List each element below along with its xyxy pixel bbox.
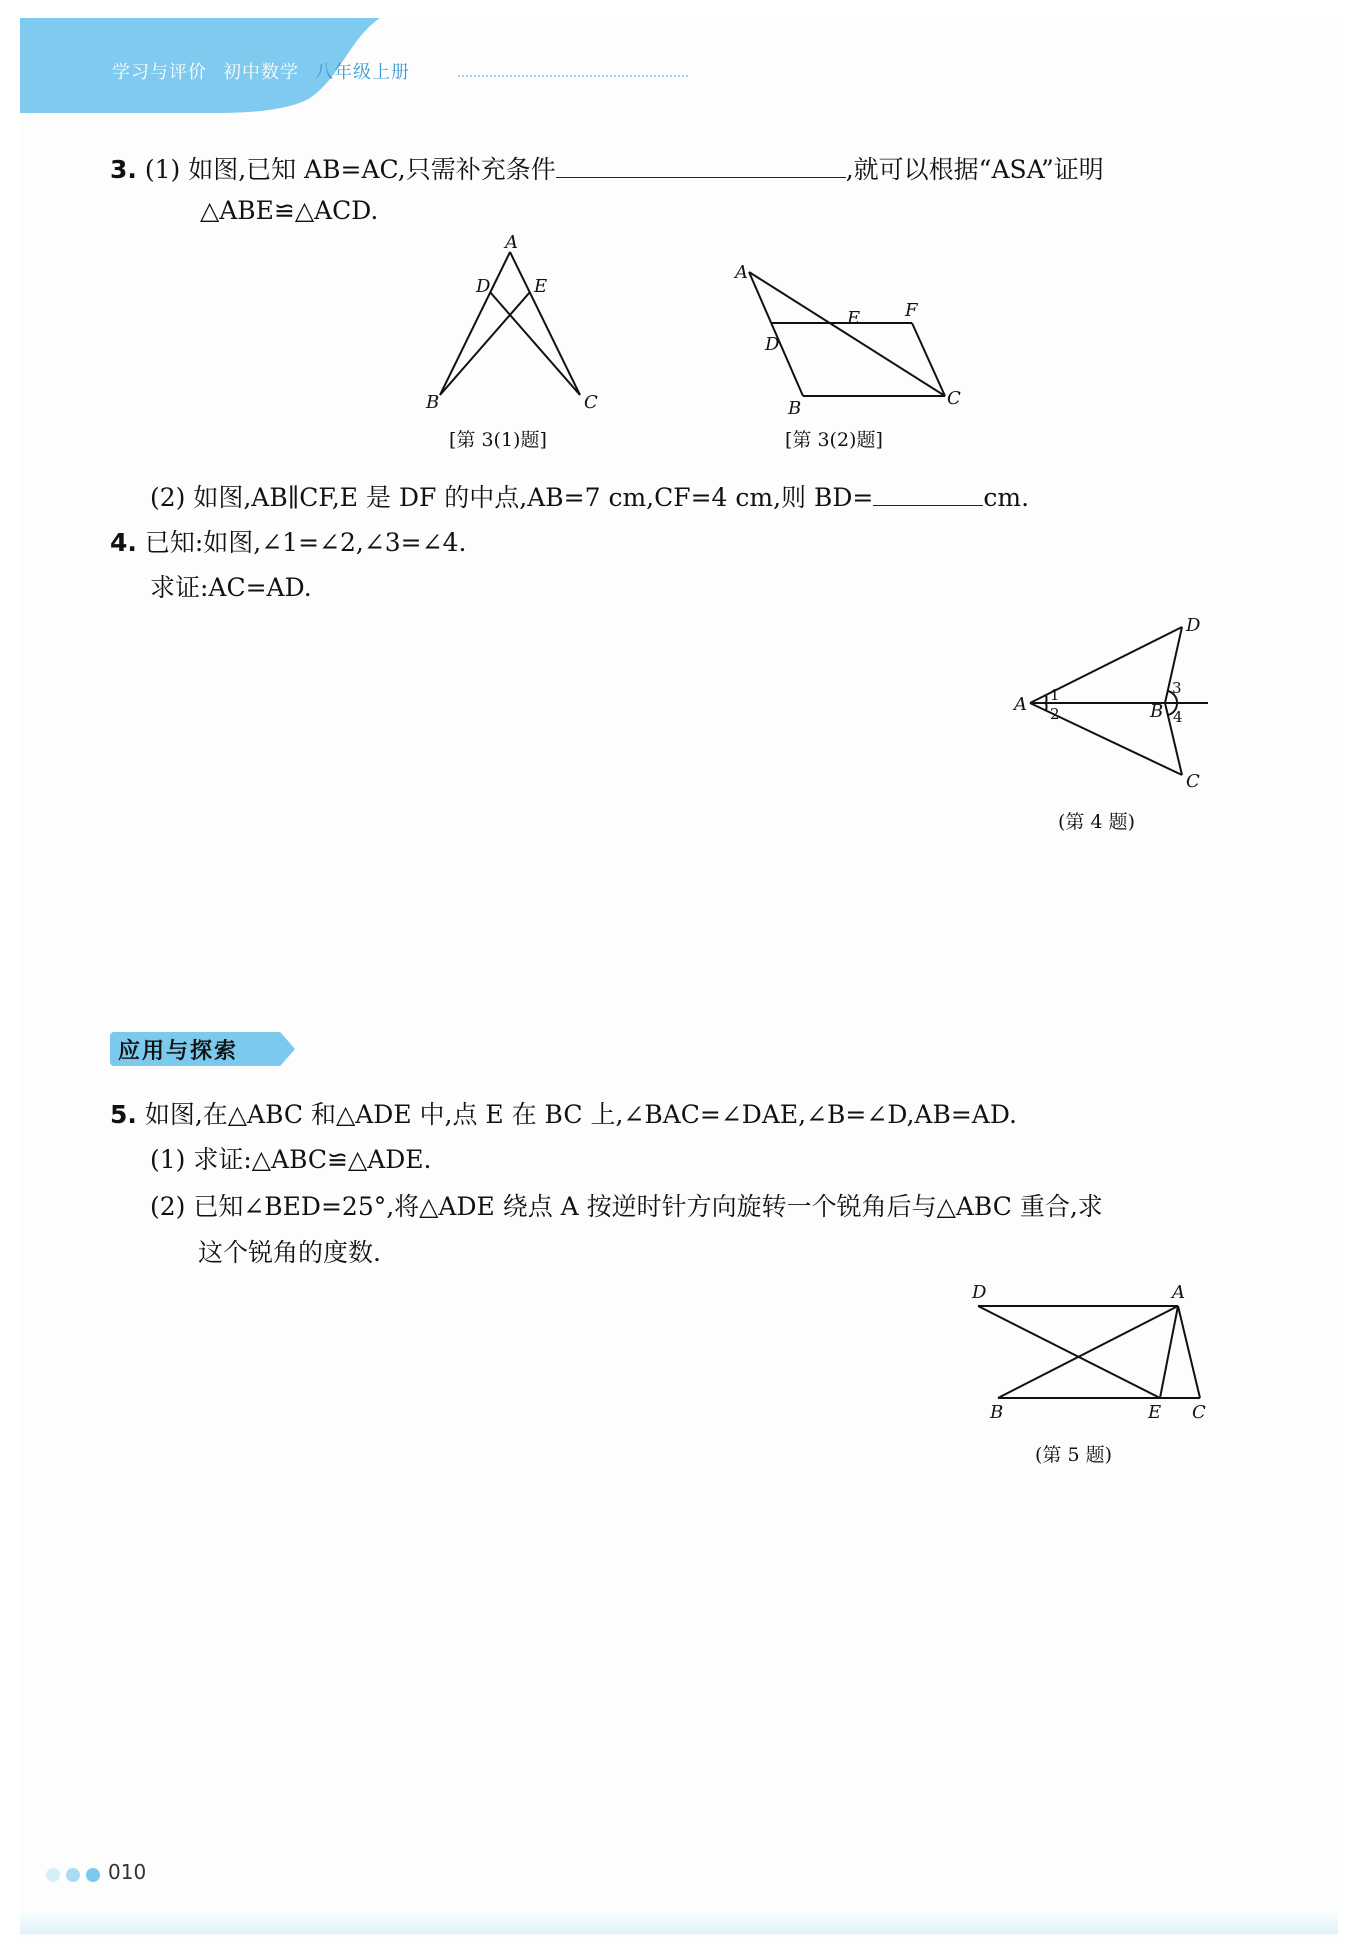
- figure-4: [1010, 615, 1220, 795]
- fig31-line-AC: [510, 252, 580, 395]
- fig4-angle2-arc: [1046, 703, 1047, 711]
- section-title: 应用与探索: [118, 1039, 239, 1064]
- q5-part2-line1: (2) 已知∠BED=25°,将△ADE 绕点 A 按逆时针方向旋转一个锐角后与△ABC 重合,求: [150, 1192, 1103, 1221]
- fig31-label-B: B: [426, 392, 440, 410]
- q4-number: 4.: [110, 528, 137, 557]
- q5-part1: (1) 求证:△ABC≌△ADE.: [150, 1145, 432, 1174]
- fig5-line-AE: [1160, 1306, 1178, 1398]
- q3-part2-text: (2) 如图,AB∥CF,E 是 DF 的中点,AB=7 cm,CF=4 cm,则 BD=: [150, 483, 874, 512]
- footer-dot-2: [66, 1868, 80, 1882]
- fig32-label-A: A: [735, 262, 748, 283]
- fig5-label-D: D: [972, 1282, 987, 1303]
- fig4-label-A: A: [1014, 694, 1027, 715]
- q3-line2: △ABE≌△ACD.: [200, 196, 379, 225]
- fig32-label-C: C: [947, 388, 961, 409]
- q3-part2: [150, 478, 1029, 514]
- fig4-label-4: 4: [1173, 708, 1183, 726]
- caption-5: (第 5 题): [1035, 1444, 1112, 1466]
- fig31-label-C: C: [584, 392, 598, 410]
- header-book: 学习与评价: [112, 62, 207, 83]
- page-number: 010: [108, 1860, 147, 1884]
- fig5-line-DE: [978, 1306, 1160, 1398]
- q4-prove: 求证:AC=AD.: [150, 573, 312, 602]
- fig4-label-3: 3: [1172, 679, 1182, 697]
- fig4-label-2: 2: [1050, 705, 1060, 723]
- fig5-label-B: B: [990, 1402, 1004, 1423]
- fig32-label-E: E: [847, 308, 861, 329]
- q3-part2-blank[interactable]: [873, 505, 983, 506]
- fig32-label-F: F: [905, 300, 918, 321]
- q5-number: 5.: [110, 1100, 137, 1129]
- fig31-label-D: D: [476, 276, 491, 297]
- fig4-angle1-arc: [1046, 695, 1047, 703]
- fig31-label-E: E: [534, 276, 548, 297]
- q3-part2-unit: cm.: [983, 483, 1030, 512]
- caption-4: (第 4 题): [1058, 811, 1135, 833]
- caption-3-2: [第 3(2)题]: [785, 429, 883, 451]
- q4-line1: [110, 523, 466, 559]
- fig5-label-C: C: [1192, 1402, 1206, 1423]
- footer-dot-1: [46, 1868, 60, 1882]
- fig5-line-AC: [1178, 1306, 1200, 1398]
- fig31-line-AB: [440, 252, 510, 395]
- footer-band: [20, 1908, 1338, 1934]
- q5-part2-line2: 这个锐角的度数.: [198, 1238, 381, 1267]
- q5-line1: [110, 1095, 1017, 1131]
- page-background: [20, 18, 1338, 1938]
- fig4-label-D: D: [1186, 615, 1201, 636]
- figure-5: [960, 1278, 1220, 1428]
- fig31-line-BE: [440, 292, 530, 395]
- q3-line1: [110, 150, 1104, 186]
- fig32-label-B: B: [788, 398, 802, 418]
- footer-dot-3: [86, 1868, 100, 1882]
- fig5-label-A: A: [1172, 1282, 1185, 1303]
- fig31-line-CD: [490, 292, 580, 395]
- fig4-label-B: B: [1150, 701, 1164, 722]
- fig4-label-C: C: [1186, 771, 1200, 792]
- figure-3-2: [725, 258, 975, 418]
- fig5-line-AB: [998, 1306, 1178, 1398]
- q3-number: 3.: [110, 155, 137, 184]
- q5-statement: 如图,在△ABC 和△ADE 中,点 E 在 BC 上,∠BAC=∠DAE,∠B=∠D,AB=AD.: [144, 1100, 1017, 1129]
- header-grade: 八年级上册: [315, 62, 410, 83]
- fig5-label-E: E: [1148, 1402, 1162, 1423]
- q3-part1-text-b: ,就可以根据“ASA”证明: [845, 155, 1104, 184]
- q3-part1-blank[interactable]: [556, 177, 846, 178]
- fig4-label-1: 1: [1050, 686, 1060, 704]
- fig32-label-D: D: [765, 334, 780, 355]
- header-subject: 初中数学: [223, 62, 299, 83]
- q3-part1-text: (1) 如图,已知 AB=AC,只需补充条件: [144, 155, 556, 184]
- q4-given: 已知:如图,∠1=∠2,∠3=∠4.: [144, 528, 467, 557]
- header-title: [112, 58, 410, 84]
- caption-3-1: [第 3(1)题]: [449, 429, 547, 451]
- fig31-label-A: A: [505, 232, 518, 253]
- header-dotted-line: [458, 75, 688, 83]
- figure-3-1: [410, 230, 610, 410]
- footer-dots: [46, 1868, 100, 1882]
